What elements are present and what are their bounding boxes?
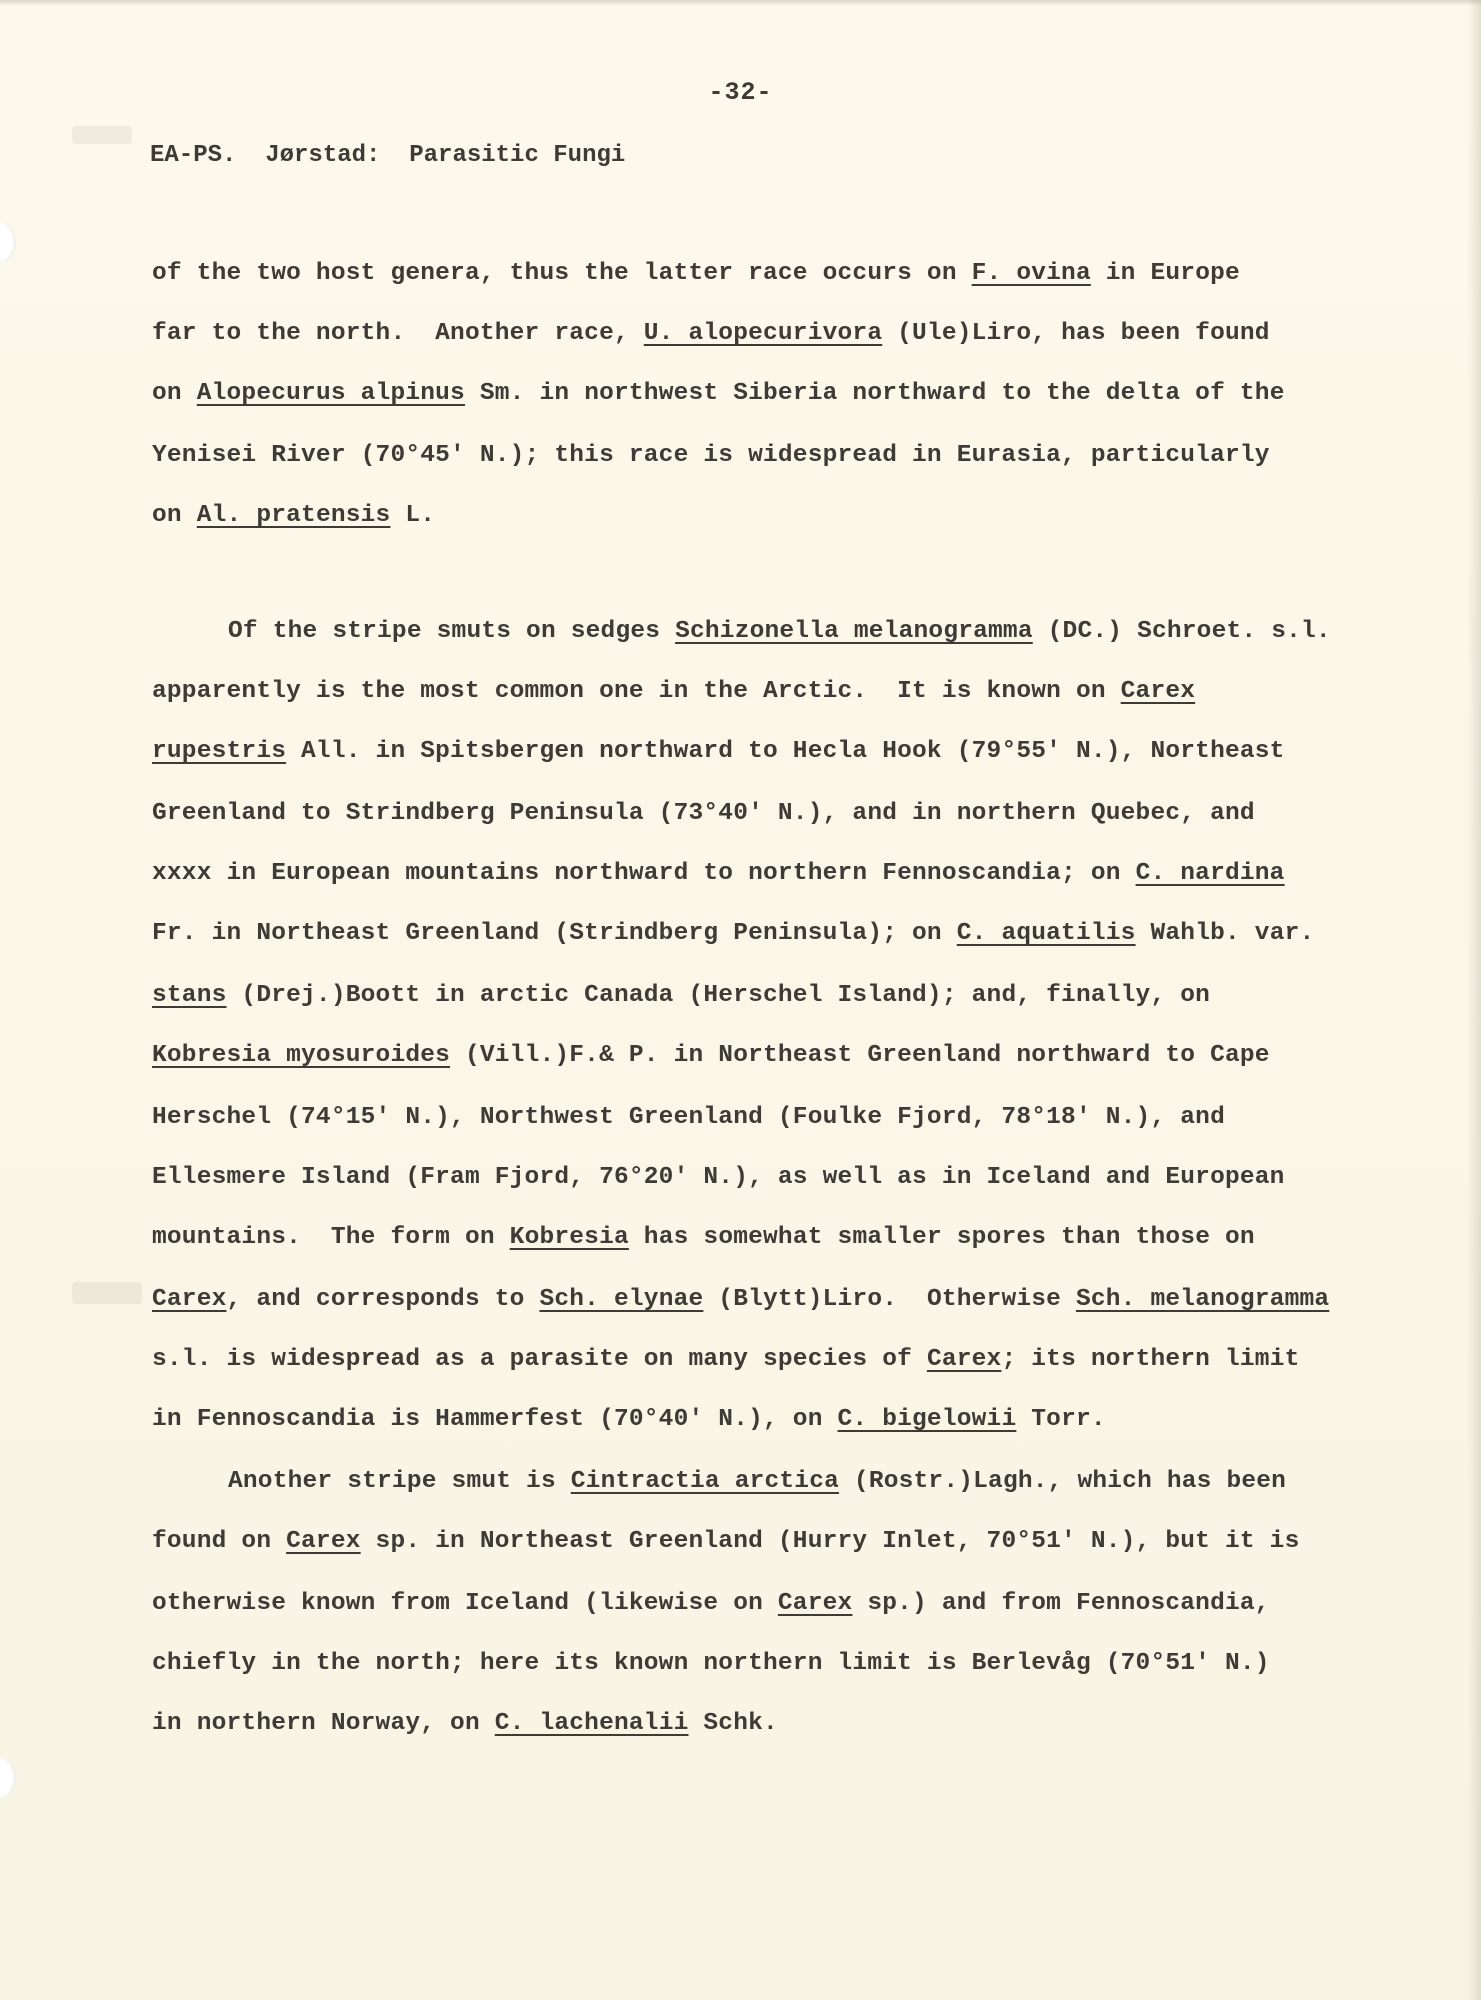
text-segment: Herschel (74°15' N.), Northwest Greenland (Foulke Fjord, 78°18' N.), and (152, 1104, 1225, 1131)
text-line (152, 1284, 1329, 1316)
text-segment: (Rostr.)Lagh., which has been (839, 1468, 1287, 1495)
text-line (152, 500, 435, 532)
text-segment: Schk. (688, 1710, 778, 1737)
text-line (152, 1222, 1255, 1254)
text-segment: on (152, 380, 197, 407)
text-segment: Of the stripe smuts on sedges (228, 618, 676, 645)
underlined-taxon: Al. pratensis (196, 502, 391, 529)
underlined-taxon: Kobresia (509, 1224, 629, 1251)
text-segment: sp. in Northeast Greenland (Hurry Inlet, 70°51' N.), but it is (360, 1528, 1300, 1555)
text-line (152, 1040, 1270, 1072)
underlined-taxon: C. lachenalii (494, 1710, 689, 1737)
text-segment: far to the north. Another race, (152, 320, 644, 347)
underlined-taxon: Carex (286, 1528, 361, 1555)
text-segment: otherwise known from Iceland (likewise on (152, 1590, 778, 1617)
underlined-taxon: Schizonella melanogramma (675, 618, 1033, 645)
text-line (152, 736, 1285, 768)
page-number: -32- (708, 78, 773, 107)
text-line (152, 440, 1270, 472)
running-head: EA-PS. Jørstad: Parasitic Fungi (150, 142, 626, 169)
text-line (152, 1344, 1300, 1376)
text-segment: sp.) and from Fennoscandia, (852, 1590, 1270, 1617)
underlined-taxon: Sch. melanogramma (1075, 1286, 1330, 1313)
punch-hole (0, 1758, 16, 1798)
underlined-taxon: C. aquatilis (956, 920, 1136, 947)
text-segment: Ellesmere Island (Fram Fjord, 76°20' N.), as well as in Iceland and European (152, 1164, 1285, 1191)
underlined-taxon: Carex (926, 1346, 1002, 1373)
underlined-taxon: U. alopecurivora (643, 320, 883, 347)
text-segment: found on (152, 1528, 287, 1555)
paper-smudge (72, 1282, 142, 1304)
text-segment: xxxx in European mountains northward to northern Fennoscandia; on (152, 860, 1136, 887)
page-top-edge (0, 0, 1481, 6)
text-line (152, 1588, 1270, 1620)
text-segment: (DC.) Schroet. s.l. (1032, 618, 1331, 645)
text-segment: Another stripe smut is (228, 1468, 571, 1495)
text-line (152, 798, 1255, 830)
underlined-taxon: Carex (152, 1286, 227, 1313)
underlined-taxon: Sch. elynae (539, 1286, 704, 1313)
text-line (152, 676, 1195, 708)
text-line (152, 918, 1314, 950)
text-segment: (Ule)Liro, has been found (882, 320, 1270, 347)
text-segment: apparently is the most common one in the Arctic. It is known on (152, 678, 1121, 705)
underlined-taxon: Carex (777, 1590, 853, 1617)
paper-smudge (72, 126, 132, 144)
text-line (152, 858, 1285, 890)
text-line (152, 980, 1210, 1012)
underlined-taxon: C. nardina (1135, 860, 1285, 887)
text-segment: Torr. (1016, 1406, 1106, 1433)
text-segment: in Europe (1090, 260, 1240, 287)
text-segment: , and corresponds to (226, 1286, 540, 1313)
underlined-taxon: Alopecurus alpinus (196, 380, 465, 407)
text-segment: on (152, 502, 197, 529)
text-segment: Sm. in northwest Siberia northward to the delta of the (464, 380, 1285, 407)
text-segment: Yenisei River (70°45' N.); this race is widespread in Eurasia, particularly (152, 442, 1270, 469)
text-segment: chiefly in the north; here its known northern limit is Berlevåg (70°51' N.) (152, 1650, 1270, 1677)
text-line (152, 378, 1285, 410)
text-segment: of the two host genera, thus the latter race occurs on (152, 260, 972, 287)
text-segment: has somewhat smaller spores than those on (628, 1224, 1255, 1251)
text-segment: ; its northern limit (1001, 1346, 1300, 1373)
text-segment: s.l. is widespread as a parasite on many species of (152, 1346, 927, 1373)
text-line (228, 616, 1331, 648)
text-line (152, 1708, 778, 1740)
text-line (152, 1526, 1300, 1558)
text-segment: (Blytt)Liro. Otherwise (703, 1286, 1076, 1313)
underlined-taxon: C. bigelowii (837, 1406, 1017, 1433)
underlined-taxon: rupestris (152, 738, 287, 765)
text-line (152, 1404, 1106, 1436)
text-segment: mountains. The form on (152, 1224, 510, 1251)
text-segment: in northern Norway, on (152, 1710, 495, 1737)
text-segment: Greenland to Strindberg Peninsula (73°40' N.), and in northern Quebec, and (152, 800, 1255, 827)
text-line (152, 1648, 1270, 1680)
underlined-taxon: Cintractia arctica (570, 1468, 840, 1495)
text-segment: Fr. in Northeast Greenland (Strindberg Peninsula); on (152, 920, 957, 947)
text-line (152, 1162, 1285, 1194)
text-segment: in Fennoscandia is Hammerfest (70°40' N.), on (152, 1406, 838, 1433)
text-segment: L. (390, 502, 436, 529)
punch-hole (0, 222, 16, 262)
text-line (152, 258, 1240, 290)
text-segment: All. in Spitsbergen northward to Hecla Hook (79°55' N.), Northeast (286, 738, 1285, 765)
underlined-taxon: stans (152, 982, 227, 1009)
text-segment: (Drej.)Boott in arctic Canada (Herschel Island); and, finally, on (226, 982, 1211, 1009)
text-line (152, 318, 1270, 350)
underlined-taxon: Kobresia myosuroides (152, 1042, 451, 1069)
text-segment: Wahlb. var. (1135, 920, 1315, 947)
text-line (228, 1466, 1286, 1498)
underlined-taxon: Carex (1120, 678, 1196, 705)
text-segment: (Vill.)F.& P. in Northeast Greenland northward to Cape (450, 1042, 1270, 1069)
underlined-taxon: F. ovina (971, 260, 1091, 287)
text-line (152, 1102, 1225, 1134)
page-right-edge (1467, 0, 1481, 2000)
